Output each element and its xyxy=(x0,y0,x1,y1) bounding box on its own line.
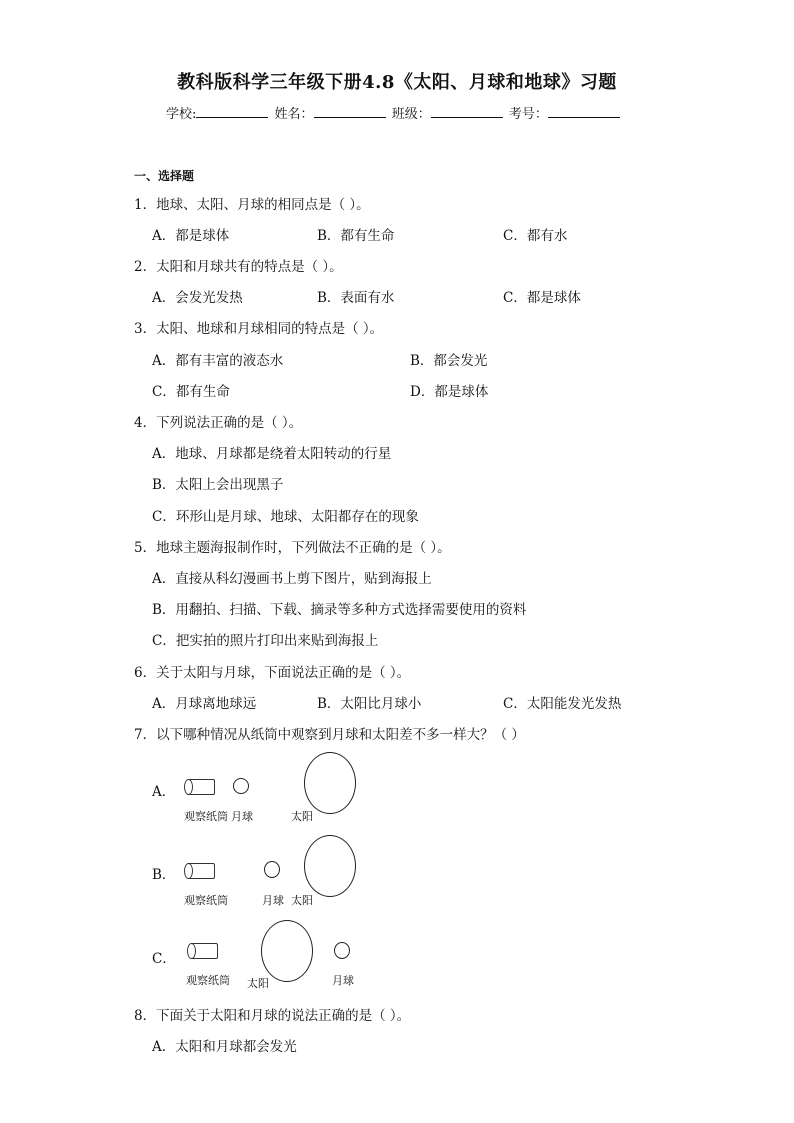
moon-label: 月球 xyxy=(332,974,354,987)
exam-number-blank xyxy=(548,105,620,118)
tube-label: 观察纸筒 xyxy=(186,974,230,987)
tube-label: 观察纸筒 xyxy=(184,810,228,823)
question-3-stem: 3．太阳、地球和月球相同的特点是（ ）。 xyxy=(134,321,384,337)
question-8-option-a: A．太阳和月球都会发光 xyxy=(152,1039,297,1055)
question-1-option-b: B．都有生命 xyxy=(317,228,395,244)
question-7-stem: 7．以下哪种情况从纸筒中观察到月球和太阳差不多一样大？（ ） xyxy=(134,727,525,743)
moon-circle-icon xyxy=(264,861,280,878)
school-label: 学校: xyxy=(166,107,197,122)
question-8-stem: 8．下面关于太阳和月球的说法正确的是（ ）。 xyxy=(134,1008,411,1024)
question-7-option-c: C． xyxy=(152,951,176,967)
moon-label: 月球 xyxy=(231,810,253,823)
viewing-tube-icon xyxy=(187,779,215,795)
sun-circle-icon xyxy=(304,752,356,814)
question-3-option-a: A．都有丰富的液态水 xyxy=(152,353,284,369)
question-6-stem: 6．关于太阳与月球，下面说法正确的是（ ）。 xyxy=(134,665,411,681)
question-5-stem: 5．地球主题海报制作时，下列做法不正确的是（ ）。 xyxy=(134,540,451,556)
exam-number-label: 考号： xyxy=(508,107,548,122)
moon-circle-icon xyxy=(233,778,249,794)
question-3-option-b: B．都会发光 xyxy=(410,353,488,369)
school-blank xyxy=(196,105,268,118)
question-3-option-d: D．都是球体 xyxy=(410,384,489,400)
question-1-option-c: C．都有水 xyxy=(503,228,568,244)
question-5-option-a: A．直接从科幻漫画书上剪下图片，贴到海报上 xyxy=(152,571,432,587)
class-blank xyxy=(431,105,503,118)
question-5-option-c: C．把实拍的照片打印出来贴到海报上 xyxy=(152,633,379,649)
question-1-option-a: A．都是球体 xyxy=(152,228,230,244)
question-5-option-b: B．用翻拍、扫描、下载、摘录等多种方式选择需要使用的资料 xyxy=(152,602,527,618)
question-2-stem: 2．太阳和月球共有的特点是（ ）。 xyxy=(134,259,343,275)
viewing-tube-icon xyxy=(190,943,218,959)
section-title: 一、选择题 xyxy=(134,169,195,183)
page-title: 教科版科学三年级下册4.8《太阳、月球和地球》习题 xyxy=(177,72,617,93)
question-4-option-c: C．环形山是月球、地球、太阳都存在的现象 xyxy=(152,509,419,525)
question-2-option-b: B．表面有水 xyxy=(317,290,395,306)
sun-label: 太阳 xyxy=(291,810,313,823)
sun-circle-icon xyxy=(304,835,356,897)
question-4-stem: 4．下列说法正确的是（ ）。 xyxy=(134,415,303,431)
question-1-stem: 1．地球、太阳、月球的相同点是（ ）。 xyxy=(134,197,370,213)
question-7-option-a: A． xyxy=(152,784,176,800)
student-info-line xyxy=(166,103,622,122)
name-blank xyxy=(314,105,386,118)
class-label: 班级： xyxy=(391,107,431,122)
moon-circle-icon xyxy=(334,942,350,959)
name-label: 姓名： xyxy=(274,107,314,122)
question-6-option-a: A．月球离地球远 xyxy=(152,696,257,712)
sun-label: 太阳 xyxy=(291,894,313,907)
question-4-option-a: A．地球、月球都是绕着太阳转动的行星 xyxy=(152,446,392,462)
question-6-option-c: C．太阳能发光发热 xyxy=(503,696,622,712)
tube-label: 观察纸筒 xyxy=(184,894,228,907)
question-2-option-c: C．都是球体 xyxy=(503,290,581,306)
question-4-option-b: B．太阳上会出现黑子 xyxy=(152,477,284,493)
question-7-option-b: B． xyxy=(152,867,176,883)
question-2-option-a: A．会发光发热 xyxy=(152,290,243,306)
sun-circle-icon xyxy=(261,920,313,982)
question-6-option-b: B．太阳比月球小 xyxy=(317,696,422,712)
sun-label: 太阳 xyxy=(247,977,269,990)
moon-label: 月球 xyxy=(262,894,284,907)
viewing-tube-icon xyxy=(187,863,215,879)
question-3-option-c: C．都有生命 xyxy=(152,384,230,400)
